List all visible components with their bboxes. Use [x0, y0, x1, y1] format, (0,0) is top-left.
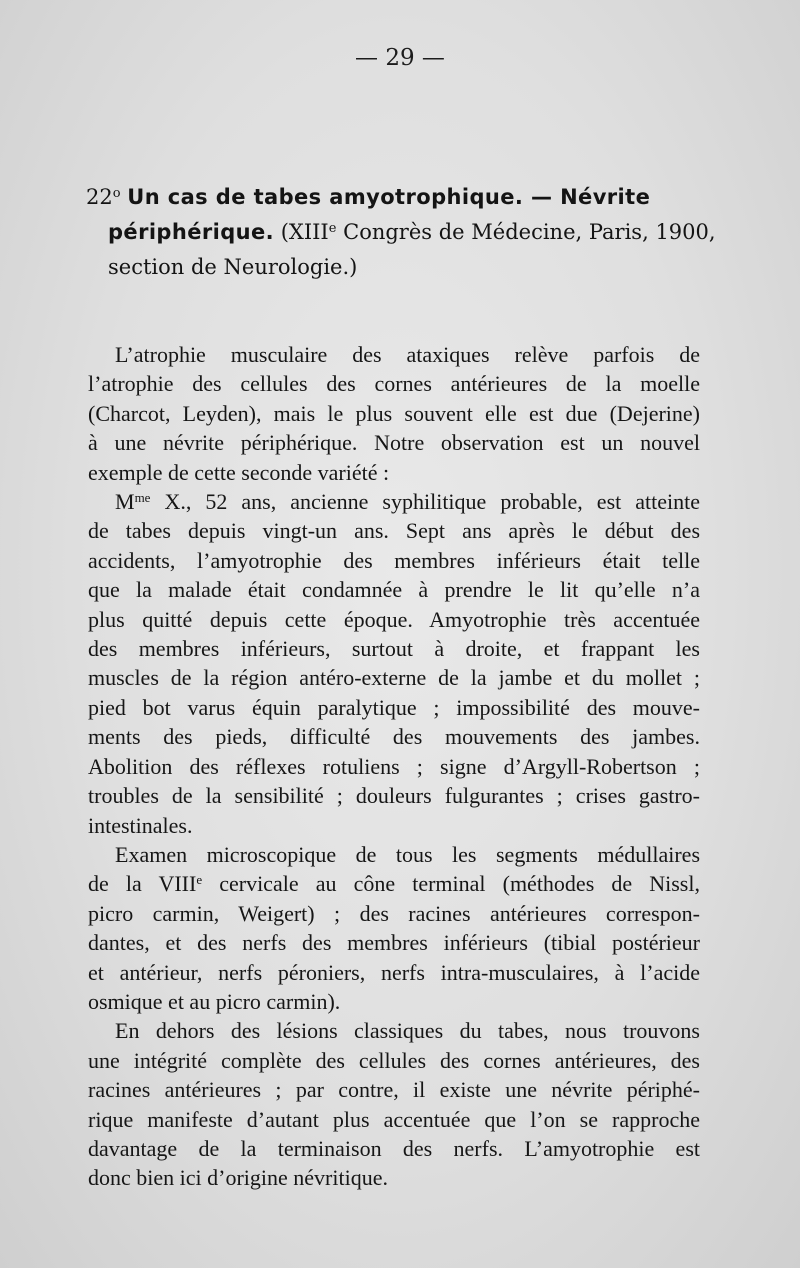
text-line: des membres inférieurs, surtout à droite, et frappant les — [88, 636, 700, 662]
text-line: et antérieur, nerfs péroniers, nerfs intra-musculaires, à l’acide — [88, 959, 700, 985]
paragraph-conclusion — [88, 1016, 700, 1192]
text-line: intestinales. — [88, 812, 193, 838]
text-line — [88, 487, 700, 516]
text-line: muscles de la région antéro-externe de la jambe et du mollet ; — [88, 665, 700, 691]
entry-source-line3: section de Neurologie.) — [108, 255, 358, 279]
text-line — [88, 869, 700, 898]
paragraph-intro — [88, 340, 700, 487]
text-line: exemple de cette seconde variété : — [88, 459, 390, 485]
viii-sup: e — [196, 872, 203, 888]
text-line: osmique et au picro carmin). — [88, 988, 341, 1014]
text-line-content: X., 52 ans, ancienne syphilitique probable, est atteinte — [164, 489, 700, 515]
entry-line-1 — [86, 180, 726, 215]
mme-base: M — [115, 489, 135, 515]
text-line: de tabes depuis vingt-un ans. Sept ans après le début des — [88, 518, 700, 544]
text-line: davantage de la terminaison des nerfs. L’amyotrophie est — [88, 1135, 700, 1161]
text-line: plus quitté depuis cette époque. Amyotrophie très accentuée — [88, 606, 700, 632]
text-line: (Charcot, Leyden), mais le plus souvent elle est due (Dejerine) — [88, 400, 700, 426]
page-number: — 29 — — [355, 45, 445, 71]
entry-source-pre: (XIII — [280, 220, 329, 244]
body-text — [88, 340, 700, 1193]
text-line: picro carmin, Weigert) ; des racines antérieures correspon- — [88, 900, 700, 926]
entry-line-3 — [86, 250, 726, 285]
text-line: ments des pieds, difficulté des mouvements des jambes. — [88, 724, 700, 750]
entry-source-sup: e — [328, 221, 337, 236]
text-line: racines antérieures ; par contre, il existe une névrite périphé- — [88, 1077, 700, 1103]
paragraph-case — [88, 487, 700, 840]
viii-abbrev — [88, 871, 202, 896]
text-line: dantes, et des nerfs des membres inférieurs (tibial postérieur — [88, 930, 700, 956]
text-line: une intégrité complète des cellules des cornes antérieures, des — [88, 1047, 700, 1073]
mme-sup: me — [134, 490, 151, 506]
viii-prefix: de la VIII — [88, 871, 197, 897]
bibliography-entry — [86, 180, 726, 285]
text-line: pied bot varus équin paralytique ; impossibilité des mouve- — [88, 694, 700, 720]
paragraph-exam — [88, 840, 700, 1016]
text-line: troubles de la sensibilité ; douleurs fulgurantes ; crises gastro- — [88, 783, 700, 809]
text-line: Abolition des réflexes rotuliens ; signe d’Argyll-Robertson ; — [88, 753, 700, 779]
text-line: que la malade était condamnée à prendre le lit qu’elle n’a — [88, 577, 700, 603]
entry-line-2 — [86, 215, 726, 250]
entry-number — [86, 185, 121, 209]
entry-source — [281, 220, 716, 244]
text-line: accidents, l’amyotrophie des membres inférieurs était telle — [88, 547, 700, 573]
text-line: En dehors des lésions classiques du tabes, nous trouvons — [115, 1018, 700, 1044]
entry-source-post: Congrès de Médecine, Paris, 1900, — [343, 220, 716, 244]
entry-number-sup: o — [112, 186, 121, 201]
text-line: donc bien ici d’origine névritique. — [88, 1165, 388, 1191]
text-line-content: cervicale au cône terminal (méthodes de Nissl, — [219, 871, 700, 897]
text-line: L’atrophie musculaire des ataxiques relève parfois de — [115, 342, 700, 367]
text-line: à une névrite périphérique. Notre observation est un nouvel — [88, 430, 700, 456]
text-line: l’atrophie des cellules des cornes antérieures de la moelle — [88, 371, 700, 397]
entry-number-value: 22 — [86, 185, 113, 209]
text-line: rique manifeste d’autant plus accentuée que l’on se rapproche — [88, 1106, 700, 1132]
entry-title-part2: périphérique. — [108, 220, 275, 244]
text-line: Examen microscopique de tous les segments médullaires — [115, 841, 700, 867]
mme-abbrev — [115, 489, 150, 514]
entry-title-part1: Un cas de tabes amyotrophique. — Névrite — [127, 185, 651, 209]
